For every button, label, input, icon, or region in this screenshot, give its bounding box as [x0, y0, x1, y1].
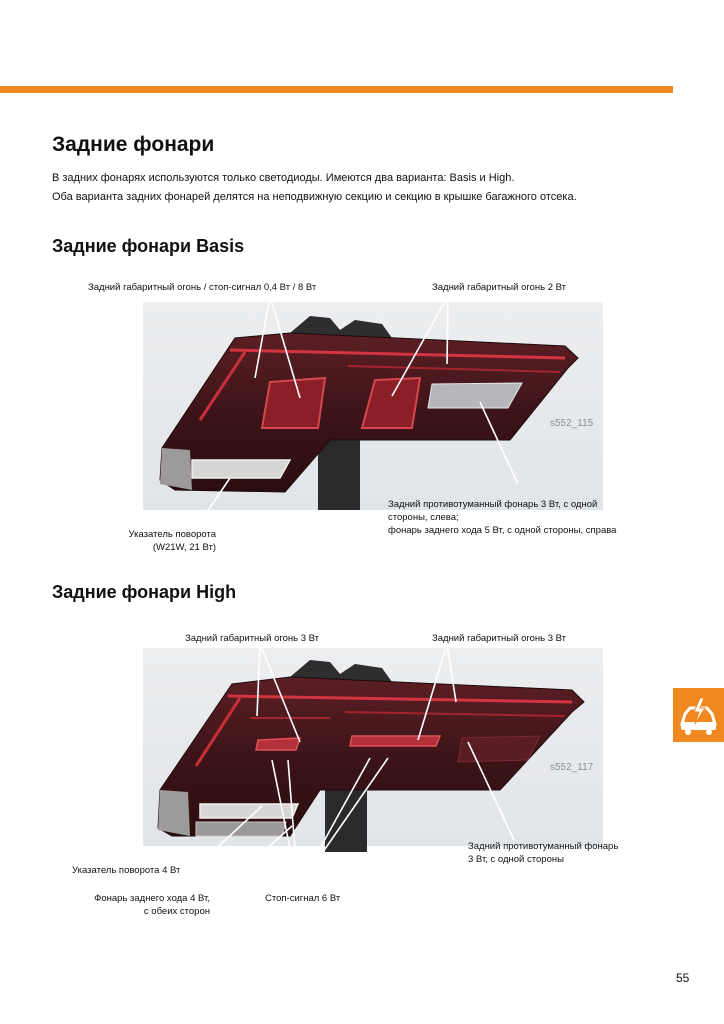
label-line: (W21W, 21 Вт) [152, 542, 216, 553]
reverse-light-lens [196, 822, 286, 836]
label-line: 3 Вт, с одной стороны [468, 854, 564, 865]
figure-id: s552_115 [550, 418, 594, 429]
label-fog-light [468, 840, 618, 866]
label-line: Задний противотуманный фонарь [468, 841, 619, 852]
intro-line: Оба варианта задних фонарей делятся на неподвижную секцию и секцию в крышке багажного отсека. [52, 191, 577, 203]
basis-heading: Задние фонари Basis [52, 236, 245, 256]
label-line: стороны, слева; [388, 512, 459, 523]
label-reverse-light [60, 892, 210, 918]
label-tail-light-2w: Задний габаритный огонь 2 Вт [432, 282, 567, 293]
fog-light-lens [458, 736, 540, 762]
brake-light-block [256, 738, 300, 750]
label-line: Задний противотуманный фонарь 3 Вт, с одной [388, 499, 598, 510]
label-brake-light: Стоп-сигнал 6 Вт [265, 893, 341, 904]
page-title: Задние фонари [52, 133, 215, 156]
label-tail-light-left: Задний габаритный огонь 3 Вт [185, 633, 320, 644]
label-line: с обеих сторон [143, 906, 210, 917]
high-heading: Задние фонари High [52, 582, 237, 602]
label-tail-light-right: Задний габаритный огонь 3 Вт [432, 633, 567, 644]
car-electrical-icon [673, 688, 724, 742]
label-line: Фонарь заднего хода 4 Вт, [94, 893, 210, 904]
page-number: 55 [676, 971, 690, 985]
figure-id: s552_117 [550, 762, 594, 773]
label-tail-brake-light: Задний габаритный огонь / стоп-сигнал 0,4 Вт / 8 Вт [88, 282, 317, 293]
intro-line: В задних фонарях используются только светодиоды. Имеются два варианта: Basis и High. [52, 172, 515, 184]
brake-light-block [350, 736, 440, 746]
label-turn-signal: Указатель поворота 4 Вт [72, 865, 181, 876]
side-reflector [158, 790, 190, 836]
chapter-tab [673, 688, 724, 742]
label-line: Указатель поворота [128, 529, 216, 540]
label-line: фонарь заднего хода 5 Вт, с одной стороны, справа [388, 525, 617, 536]
